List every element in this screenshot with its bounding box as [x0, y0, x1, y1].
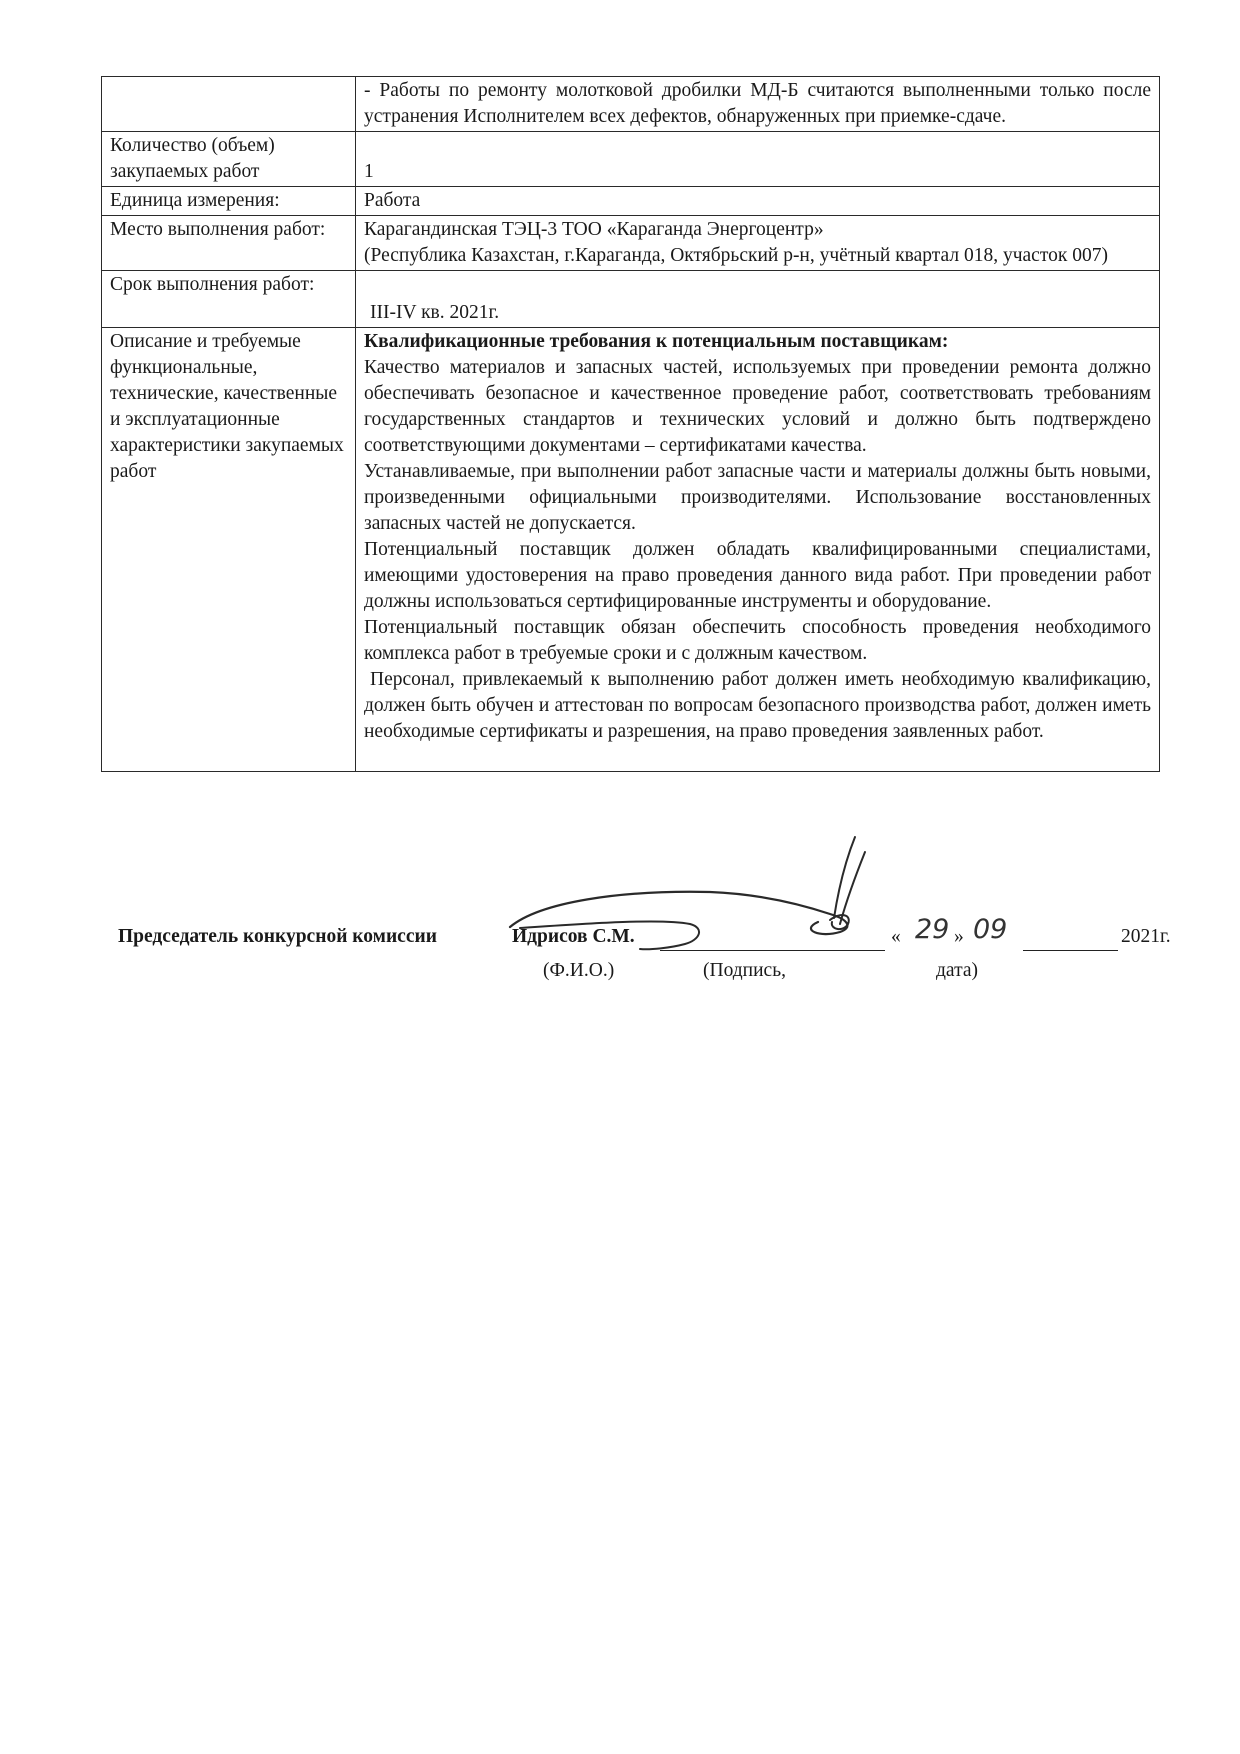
requirements-table	[101, 76, 1160, 772]
chairman-role: Председатель конкурсной комиссии	[118, 926, 437, 947]
term-value: III-IV кв. 2021г.	[370, 302, 500, 323]
caption-date: дата)	[936, 960, 978, 981]
unit-value: Работа	[364, 190, 421, 211]
date-quote-open: «	[891, 926, 901, 947]
date-day: 29	[915, 914, 950, 945]
table-row-place	[102, 216, 1160, 271]
term-value-cell	[356, 271, 1160, 328]
acceptance-paragraph: - Работы по ремонту молотковой дробилки МД-Б считаются выполненными только после устранения Исполнителем всех дефектов, обнаруженных при приемке-сдаче.	[364, 80, 1151, 127]
quantity-value: 1	[364, 161, 374, 182]
date-month: 09	[973, 914, 1008, 945]
table-row-term	[102, 271, 1160, 328]
caption-signature: (Подпись,	[703, 960, 786, 981]
paragraph-capability: Потенциальный поставщик обязан обеспечить способность проведения необходимого комплекса работ в требуемые сроки и с должным качеством.	[364, 617, 1151, 664]
table-row-quantity	[102, 132, 1160, 187]
paragraph-materials-quality: Качество материалов и запасных частей, используемых при проведении ремонта должно обеспечивать безопасное и качественное проведение работ, соответствовать требованиям государственных стандартов и технических условий и должно быть подтверждено соответствующими документами – сертификатами качества.	[364, 357, 1151, 456]
date-line	[1023, 950, 1118, 951]
paragraph-new-parts: Устанавливаемые, при выполнении работ запасные части и материалы должны быть новыми, произведенными официальными производителями. Использование восстановленных запасных частей не допускается.	[364, 461, 1151, 534]
acceptance-label-cell	[102, 77, 356, 132]
table-row-acceptance	[102, 77, 1160, 132]
place-value-cell	[356, 216, 1160, 271]
table-row-description	[102, 328, 1160, 772]
description-label-text: Описание и требуемые функциональные, технические, качественные и эксплуатационные характеристики закупаемых работ	[110, 331, 344, 482]
quantity-label-text: Количество (объем) закупаемых работ	[110, 135, 275, 182]
caption-fio: (Ф.И.О.)	[543, 960, 615, 981]
term-label-text: Срок выполнения работ:	[110, 274, 315, 295]
unit-label	[102, 187, 356, 216]
description-label	[102, 328, 356, 772]
qualification-heading: Квалификационные требования к потенциальным поставщикам:	[364, 331, 949, 352]
table-row-unit	[102, 187, 1160, 216]
signature-block	[118, 914, 1171, 1008]
signature-line	[660, 950, 885, 951]
chairman-name: Идрисов С.М.	[512, 926, 635, 947]
date-quote-close: »	[954, 926, 964, 947]
unit-value-cell	[356, 187, 1160, 216]
place-line-1: Карагандинская ТЭЦ-3 ТОО «Караганда Энергоцентр»	[364, 219, 824, 240]
place-line-2: (Республика Казахстан, г.Караганда, Октябрьский р-н, учётный квартал 018, участок 007)	[364, 245, 1108, 266]
date-year: 2021г.	[1121, 926, 1171, 947]
quantity-value-cell	[356, 132, 1160, 187]
acceptance-text	[356, 77, 1160, 132]
term-label	[102, 271, 356, 328]
place-label-text: Место выполнения работ:	[110, 219, 326, 240]
unit-label-text: Единица измерения:	[110, 190, 280, 211]
paragraph-personnel: Персонал, привлекаемый к выполнению работ должен иметь необходимую квалификацию, должен быть обучен и аттестован по вопросам безопасного производства работ, должен иметь необходимые сертификаты и разрешения, на право проведения заявленных работ.	[364, 669, 1151, 742]
place-label	[102, 216, 356, 271]
description-value-cell	[356, 328, 1160, 772]
quantity-label	[102, 132, 356, 187]
paragraph-qualified-staff: Потенциальный поставщик должен обладать квалифицированными специалистами, имеющими удостоверения на право проведения данного вида работ. При проведении работ должны использоваться сертифицированные инструменты и оборудование.	[364, 539, 1151, 612]
